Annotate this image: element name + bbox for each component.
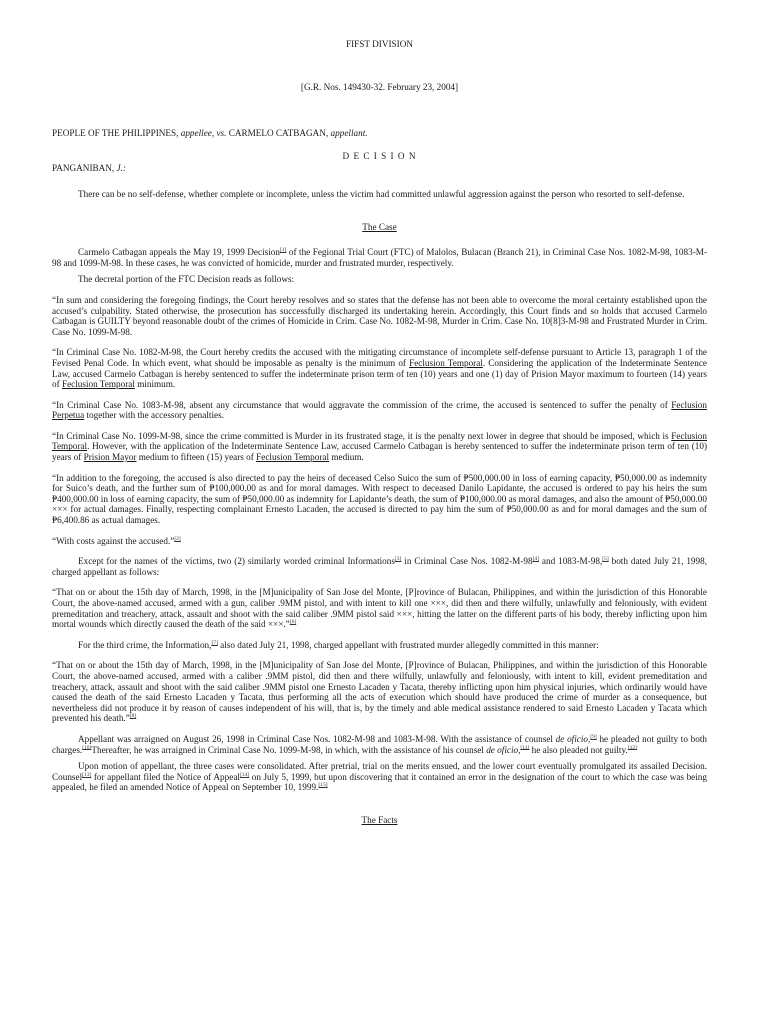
section-heading-facts: The Facts [361,814,398,825]
quote-8: “That on or about the 15th day of March, 1998, in the [M]unicipality of San Jose del Monte, [P]rovince of Bulacan, Philippines, and within the jurisdiction of this Honorable Court, the above-named accused, armed with a caliber .9MM pistol, did then and there wilfully, unlawfully and feloniously, with intent to kill, evident premeditation and treachery, attack, assault and shoot with the said caliber .9MM pistol one Ernesto Lacaden y Tacata, thereby inflicting upon him physical injuries, which ordinarily would have caused the death of the said Ernesto Lacaden y Tacata, thus performing all the acts of execution which should have produced the crime of murder as a consequence, but nevertheless did not produce it by reason of causes independent of his will, that is, by the timely and able medical assistance rendered to said Ernesto Lacaden y Tacata which prevented his death.”[8] [52,660,707,724]
versus: , vs. [211,128,227,139]
gr-number: [G.R. Nos. 149430-32. February 23, 2004] [300,81,459,92]
footnote-link[interactable]: [6] [289,619,297,626]
paragraph-6: Upon motion of appellant, the three cases were consolidated. After pretrial, trial on the merits ensued, and the lower court eventually promulgated its assailed Decision. Counsel[13] for appellant filed the Notice of Appeal[14] on July 5, 1999, but upon discovering that it contained an error in the designation of the court to which the case was being appealed, he filed an amended Notice of Appeal on September 10, 1999.[15] [52,761,707,793]
decision-title: D E C I S I O N [342,150,417,161]
footnote-link[interactable]: [9] [590,733,597,740]
footnote-link[interactable]: [3] [394,556,402,563]
division-heading: FIFST DIVISION [346,39,413,49]
ponente-title: J.: [114,163,126,174]
quote-4: “In Criminal Case No. 1099-M-98, since the crime committed is Murder in its frustrated stage, it is the penalty next lower in degree that should be imposed, which is Feclusion Temporal. However, with the application of the Indeterminate Sentence Law, accused Carmelo Catbagan is hereby sentenced to suffer the indeterminate prison term of ten (10) years of Prision Mayor medium to fifteen (15) years of Feclusion Temporal medium. [52,430,707,463]
footnote-link[interactable]: [11] [520,744,530,751]
footnote-link[interactable]: [1] [279,247,287,254]
quote-6: “With costs against the accused.”[2] [52,535,181,546]
paragraph-1: Carmelo Catbagan appeals the May 19, 1999 Decision[1] of the Fegional Trial Court (FTC) of Malolos, Bulacan (Branch 21), in Criminal Case Nos. 1082-M-98, 1083-M-98 and 1099-M-98. In these cases, he was convicted of homicide, murder and frustrated murder, respectively. [52,247,708,268]
case-parties [52,128,707,139]
quote-5: “In addition to the foregoing, the accused is also directed to pay the heirs of deceased Celso Suico the sum of ₱500,000.00 in loss of earning capacity, ₱50,000.00 as indemnity for Suico’s death, and the further sum of ₱100,000.00 as and for moral damages. With respect to deceased Danilo Lapidante, the accused is ordered to pay his heirs the sum ₱400,000.00 in loss of earning capacity, the sum of ₱50,000.00 as indemnity for Lapidante’s death, the sum of ₱100,000.00 as moral damages, and also the amount of ₱50,000.00 ××× for actual damages. Finally, respecting complainant Ernesto Lacaden, the accused is directed to pay him the sum of ₱50,000.00 as and for moral damages and the sum of ₱6,400.86 as actual damages. [52,472,707,526]
plaintiff-name: PEOPLE OF THE PHILIPPINES, [52,128,179,139]
footnote-link[interactable]: [13] [82,771,92,778]
quote-1: “In sum and considering the foregoing findings, the Court hereby resolves and so states that the defense has not been able to overcome the moral certainty established upon the accused’s culpability. Stated otherwise, the prosecution has successfully discharged its undertaking herein. Accordingly, this Court finds and so holds that accused Carmelo Catbagan is GUILTY beyond reasonable doubt of the crimes of Homicide in Crim. Case No. 1082-M-98, Murder in Crim. Case No. 10[8]3-M-98 and Frustrated Murder in Crim. Case No. 1099-M-98. [52,294,707,337]
paragraph-3: Except for the names of the victims, two (2) similarly worded criminal Informations[3] in Criminal Case Nos. 1082-M-98[4] and 1083-M-98,[5] both dated July 21, 1998, charged appellant as follows: [52,556,707,577]
footnote-link[interactable]: [14] [239,771,250,778]
footnote-link[interactable]: [5] [602,556,609,563]
doctrine-paragraph: There can be no self-defense, whether complete or incomplete, unless the victim had committed unlawful aggression against the person who resorted to self-defense. [78,188,685,199]
footnote-link[interactable]: [12] [627,744,637,751]
document-page [52,36,707,826]
footnote-link[interactable]: [8] [129,713,137,720]
footnote-link[interactable]: [10] [82,744,92,751]
footnote-link[interactable]: [2] [174,535,181,542]
footnote-link[interactable]: [4] [532,556,540,563]
ponente [52,163,707,174]
footnote-link[interactable]: [15] [318,782,328,789]
paragraph-4: For the third crime, the Information,[7] also dated July 21, 1998, charged appellant with frustrated murder allegedly committed in this manner: [78,639,599,650]
section-heading-case: The Case [362,221,397,232]
plaintiff-role: appellee [180,128,212,139]
quote-3: “In Criminal Case No. 1083-M-98, absent any circumstance that would aggravate the commission of the crime, the accused is sentenced to suffer the penalty of Feclusion Perpetua together with the accessory penalties. [52,399,707,421]
accused-name: CARMELO CATBAGAN, [226,128,329,139]
accused-role: appellant. [330,128,368,139]
paragraph-5: Appellant was arraigned on August 26, 1998 in Criminal Case Nos. 1082-M-98 and 1083-M-98. With the assistance of counsel de oficio,[9] he pleaded not guilty to both charges.[10]Thereafter, he was arraigned in Criminal Case No. 1099-M-98, in which, with the assistance of his counsel de oficio,[11] he also pleaded not guilty.[12] [52,733,707,755]
quote-2: “In Criminal Case No. 1082-M-98, the Court hereby credits the accused with the mitigating circumstance of incomplete self-defense pursuant to Article 13, paragraph 1 of the Fevised Penal Code. In which event, what should be imposable as penalty is the minimum of Feclusion Temporal. Considering the application of the Indeterminate Sentence Law, accused Carmelo Catbagan is hereby sentenced to suffer the indeterminate prison term of ten (10) years and one (1) day of Prision Mayor maximum to fourteen (14) years of Feclusion Temporal minimum. [52,347,708,390]
footnote-link[interactable]: [7] [211,639,218,646]
ponente-name: PANGANIBAN, [52,163,115,174]
paragraph-2: The decretal portion of the FTC Decision reads as follows: [78,274,295,285]
quote-7: “That on or about the 15th day of March, 1998, in the [M]unicipality of San Jose del Monte, [P]rovince of Bulacan, Philippines, and within the jurisdiction of this Honorable Court, the above-named accused, armed with a gun, caliber .9MM pistol, and with intent to kill one ×××, did then and there wilfully, unlawfully and feloniously, with evident premeditation and treachery, attack, assault and shoot with the said caliber .9MM pistol said ×××, hitting the latter on the different parts of his body, thereby inflicting upon him mortal wounds which directly caused the death of the said ×××.”[6] [52,587,707,630]
